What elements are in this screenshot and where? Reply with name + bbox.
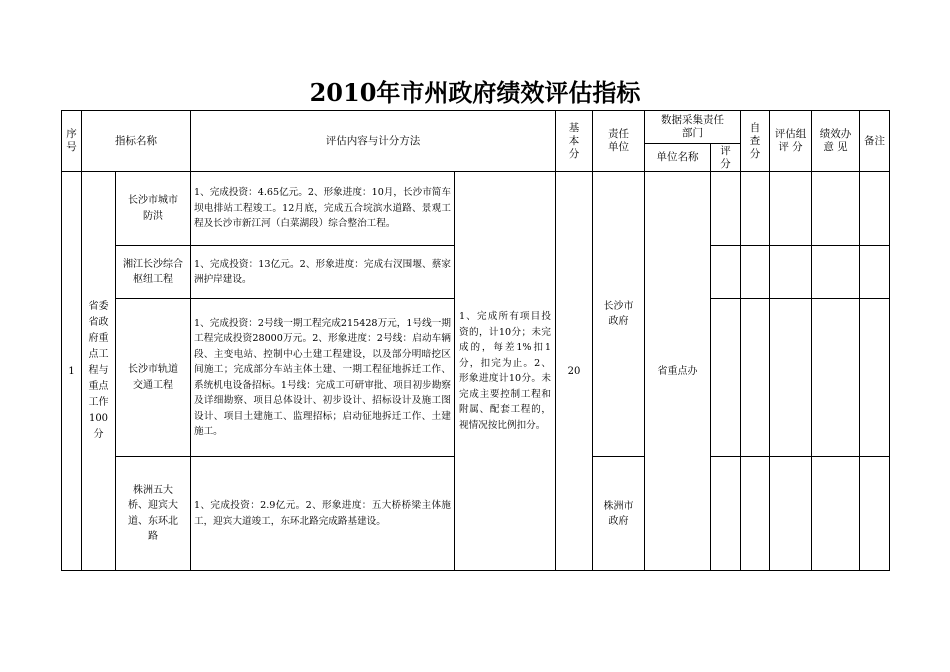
office-opinion-cell <box>812 172 860 246</box>
header-base-score: 基本分 <box>556 111 593 172</box>
resp-unit: 株洲市政府 <box>593 457 645 571</box>
header-self-score: 自查分 <box>741 111 770 172</box>
dept-name: 省重点办 <box>645 172 711 571</box>
scoring-method: 1、完成所有项目投资的，计10分；未完成的，每差1%扣1分，扣完为止。2、形象进度计10分。未完成主要控制工程和附属、配套工程的，视情况按比例扣分。 <box>455 172 556 571</box>
indicator-content: 1、完成投资：4.65亿元。2、形象进度：10月，长沙市简车坝电排站工程竣工。12月底，完成五合垸滨水道路、景观工程及长沙市新江河（白菜湖段）综合整治工程。 <box>191 172 455 246</box>
header-office-opinion: 绩效办意 见 <box>812 111 860 172</box>
self-score-cell <box>741 299 770 457</box>
header-group-score: 评估组评 分 <box>770 111 812 172</box>
page-title: 2010年市州政府绩效评估指标 <box>309 78 641 107</box>
indicator-content: 1、完成投资：13亿元。2、形象进度：完成右汊围堰、蔡家洲护岸建设。 <box>191 246 455 299</box>
office-opinion-cell <box>812 457 860 571</box>
header-data-dept: 数据采集责任部门 <box>645 111 741 144</box>
header-dept-unit: 单位名称 <box>645 144 711 172</box>
remark-cell <box>860 246 890 299</box>
group-score-cell <box>770 172 812 246</box>
category-cell: 省委省政府重点工程与重点工作100分 <box>82 172 116 571</box>
dept-score-cell <box>711 246 741 299</box>
self-score-cell <box>741 172 770 246</box>
group-score-cell <box>770 246 812 299</box>
group-score-cell <box>770 457 812 571</box>
remark-cell <box>860 172 890 246</box>
self-score-cell <box>741 457 770 571</box>
dept-score-cell <box>711 299 741 457</box>
indicator-content: 1、完成投资：2号线一期工程完成215428万元，1号线一期工程完成投资28000万元。2、形象进度：2号线：启动车辆段、主变电站、控制中心土建工程建设，以及部分明暗挖区间施工；完成部分车站主体土建、一期工程征地拆迁工作、系统机电设备招标。1号线：完成工可研审批、项目初步勘察及详细勘察、项目总体设计、初步设计、招标设计及施工图设计、项目土建施工、监理招标；启动征地拆迁工作、土建施工。 <box>191 299 455 457</box>
self-score-cell <box>741 246 770 299</box>
remark-cell <box>860 299 890 457</box>
row-seq: 1 <box>62 172 82 571</box>
indicator-name: 株洲五大桥、迎宾大道、东环北路 <box>116 457 191 571</box>
header-content: 评估内容与计分方法 <box>191 111 556 172</box>
header-remark: 备注 <box>860 111 890 172</box>
indicator-name: 湘江长沙综合枢纽工程 <box>116 246 191 299</box>
remark-cell <box>860 457 890 571</box>
office-opinion-cell <box>812 299 860 457</box>
header-resp-unit: 责任单位 <box>593 111 645 172</box>
dept-score-cell <box>711 457 741 571</box>
base-score: 20 <box>556 172 593 571</box>
header-indicator: 指标名称 <box>82 111 191 172</box>
indicator-name: 长沙市轨道交通工程 <box>116 299 191 457</box>
dept-score-cell <box>711 172 741 246</box>
header-dept-score: 评分 <box>711 144 741 172</box>
group-score-cell <box>770 299 812 457</box>
header-seq: 序号 <box>62 111 82 172</box>
indicator-content: 1、完成投资：2.9亿元。2、形象进度：五大桥桥梁主体施工，迎宾大道竣工，东环北路完成路基建设。 <box>191 457 455 571</box>
indicator-name: 长沙市城市防洪 <box>116 172 191 246</box>
indicator-table <box>61 110 890 571</box>
office-opinion-cell <box>812 246 860 299</box>
resp-unit: 长沙市政府 <box>593 172 645 457</box>
